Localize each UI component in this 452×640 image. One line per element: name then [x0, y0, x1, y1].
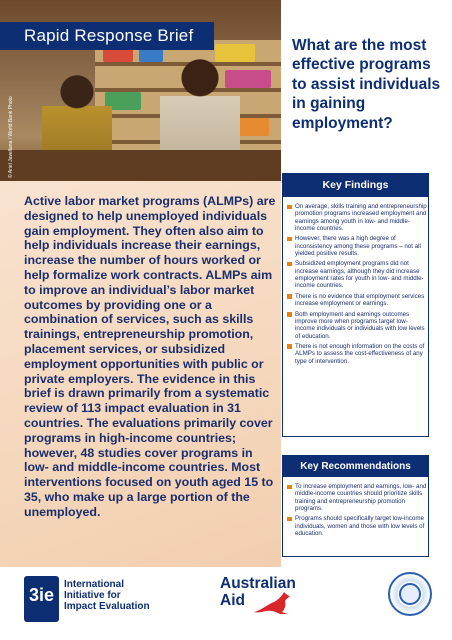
seal-emblem-icon	[399, 583, 421, 605]
key-findings-list	[287, 203, 427, 368]
bullet-icon	[287, 485, 292, 490]
photo-credit: © Ariel Javellana / World Bank Photo	[8, 96, 14, 178]
finding-text: Both employment and earnings outcomes improve more when programs target low-income individuals or individuals with low levels of education.	[295, 310, 425, 340]
bullet-icon	[287, 237, 292, 242]
brief-title: What are the most effective programs to assist individuals in gaining employment?	[292, 37, 441, 132]
list-item	[287, 235, 427, 257]
intro-paragraph: Active labor market programs (ALMPs) are designed to help unemployed individuals gain employment. They often also aim to help individuals increase their earnings, increase the number of hours worked or help formalize work contracts. ALMPs aim to improve an individual’s labor market outcomes by providing one or a combination of services, such as skills trainings, entrepreneurship promotion, placement services, or subsidized employment opportunities with public or private employers. The evidence in this brief is drawn primarily from a systematic review of 113 impact evaluation in 31 countries. The evaluations primarily cover programs in high-income countries; however, 48 studies cover programs in low- and middle-income countries. Most interventions focused on youth aged 15 to 35, who make up a large portion of the unemployed.	[24, 194, 276, 519]
finding-text: There is not enough information on the costs of ALMPs to assess the cost-effectiveness of any type of intervention.	[295, 342, 425, 365]
list-item	[287, 343, 427, 365]
recommendation-text: To increase employment and earnings, low- and middle-income countries should prioritize skills training and entrepreneurship promotion programs.	[295, 483, 427, 512]
bullet-icon	[287, 517, 292, 522]
bullet-icon	[287, 294, 292, 299]
bullet-icon	[287, 262, 292, 267]
recommendation-text: Programs should specifically target low-income individuals, women and those with low levels of education.	[295, 515, 425, 537]
org-name-line: Initiative for	[64, 590, 121, 602]
3ie-logo-text: 3ie	[28, 585, 55, 605]
list-item	[287, 483, 427, 512]
finding-text: However, there was a high degree of inconsistency among these programs – not all yielded positive results.	[295, 235, 421, 257]
shelf-goods	[235, 118, 269, 136]
finding-text: Subsidized employment programs did not increase earnings, although they did increase employment rates for youth in low- and middle-income countries.	[295, 260, 424, 290]
list-item	[287, 203, 427, 232]
bullet-icon	[287, 312, 292, 317]
key-recommendations-list	[287, 483, 427, 540]
kangaroo-icon	[252, 590, 294, 616]
aid-logo-line: Australian	[220, 575, 296, 592]
brief-type-label: Rapid Response Brief	[24, 26, 194, 45]
finding-text: On average, skills training and entrepreneurship promotion programs increased employment and earnings among youth in low- and middle-income countries.	[295, 203, 427, 232]
org-name-line: Impact Evaluation	[64, 601, 150, 613]
shelf-goods	[215, 44, 255, 62]
bullet-icon	[287, 344, 292, 349]
key-findings-box	[282, 173, 429, 437]
key-findings-heading: Key Findings	[283, 174, 428, 197]
list-item	[287, 293, 427, 308]
org-name-line: International	[64, 579, 125, 590]
3ie-logo	[24, 576, 59, 622]
brief-type-band	[0, 22, 214, 50]
list-item	[287, 260, 427, 289]
3ie-org-name	[64, 579, 184, 613]
key-recommendations-heading: Key Recommendations	[283, 456, 428, 477]
key-recommendations-box	[282, 455, 429, 557]
bullet-icon	[287, 205, 292, 210]
aid-logo-line: Aid	[220, 592, 245, 609]
list-item	[287, 515, 427, 537]
finding-text: There is no evidence that employment services increase employment or earnings.	[295, 292, 425, 308]
list-item	[287, 311, 427, 340]
shop-counter	[0, 150, 281, 181]
